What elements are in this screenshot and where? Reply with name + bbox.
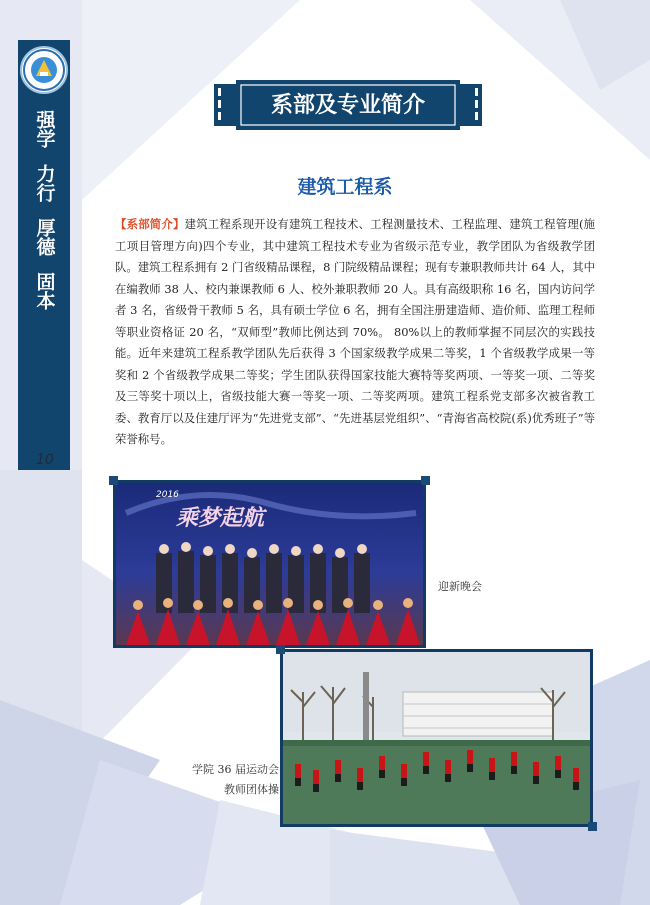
gala-banner-year: 2016: [156, 490, 179, 500]
motto-word: 固本: [33, 272, 56, 310]
photo-corner: [588, 822, 597, 831]
photo-welcome-gala: [113, 480, 426, 648]
photo-corner: [421, 476, 430, 485]
school-motto: [18, 110, 70, 326]
caption-welcome-gala: 迎新晚会: [438, 580, 482, 593]
left-band: [0, 0, 82, 905]
photo-corner: [276, 645, 285, 654]
banner-title: 系部及专业简介: [270, 93, 425, 118]
motto-word: 力行: [33, 164, 56, 202]
page-number: 10: [36, 452, 54, 468]
photo-corner: [109, 476, 118, 485]
caption-sports-meet: 学院 36 届运动会教师团体操: [192, 763, 279, 796]
motto-word: 强学: [33, 110, 56, 148]
school-logo: [20, 46, 68, 94]
department-title: 建筑工程系: [297, 176, 393, 198]
department-intro: [115, 214, 595, 451]
intro-tag: 【系部简介】: [115, 217, 185, 231]
gala-banner-text: 乘梦起航: [176, 505, 265, 531]
motto-word: 厚德: [33, 218, 56, 256]
intro-body: 建筑工程系现开设有建筑工程技术、工程测量技术、工程监理、建筑工程管理(施工项目管理方向)四个专业，其中建筑工程技术专业为省级示范专业，教学团队为省级教学团队。建筑工程系拥有 2 门省级精品课程，8 门院级精品课程；现有专兼职教师共计 64 人，其中在编教师 38 人、校内兼课教师 6 人、校外兼职教师 20 人。具有高级职称 16 名，国内访问学者 3 名，省级骨干教师 5 名，具有硕士学位 6 名，拥有全国注册建造师、造价师、监理工程师等职业资格证 20 名，“双师型”教师比例达到 70%。 80%以上的教师掌握不同层次的实践技能。近年来建筑工程系教学团队先后获得 3 个国家级教学成果二等奖，1 个省级教学成果一等奖和 2 个省级教学成果二等奖；学生团队获得国家技能大赛特等奖两项、一等奖一项、二等奖及三等奖十项以上，省级技能大赛一等奖一项、二等奖两项。建筑工程系党支部多次被省教工委、教育厅以及住建厅评为“先进党支部”、“先进基层党组织”、“青海省高校院(系)优秀班子”等荣誉称号。: [115, 217, 595, 446]
photo-sports-meet: [280, 649, 593, 827]
